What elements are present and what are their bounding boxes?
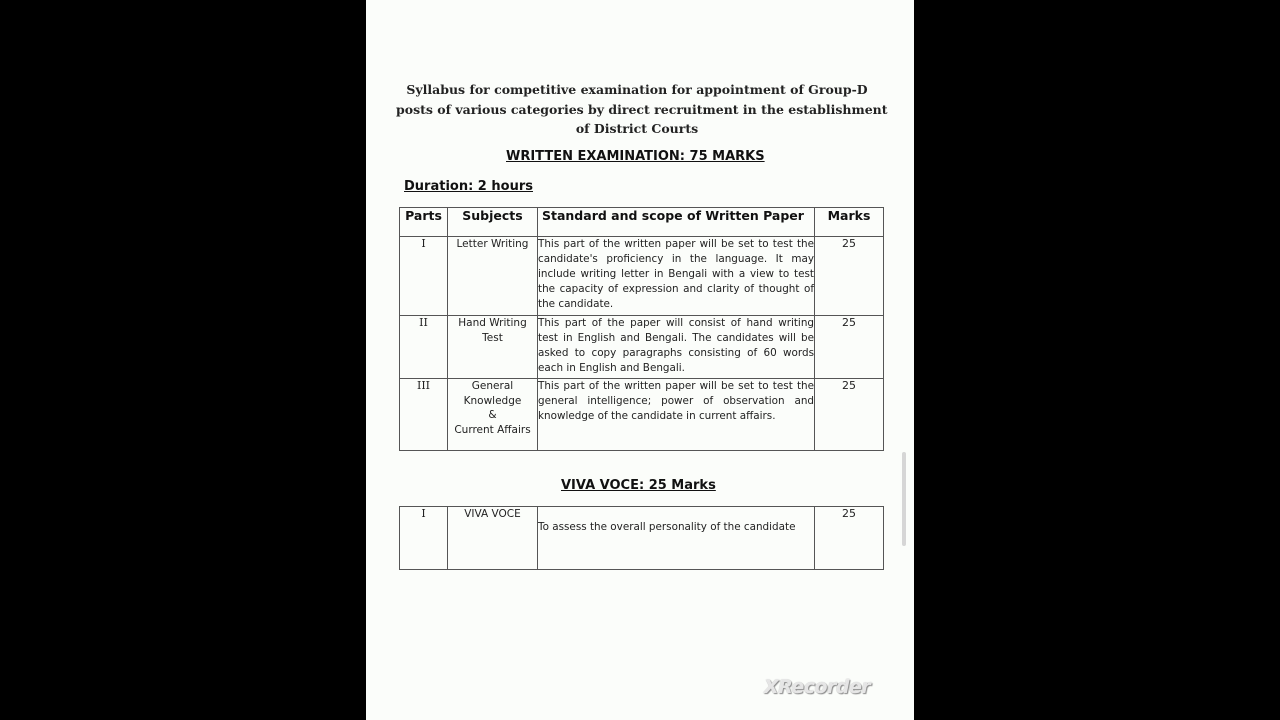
title-line: Syllabus for competitive examination for appointment of Group-D: [406, 82, 868, 97]
description-cell: This part of the paper will consist of hand writing test in English and Bengali. The candidates will be asked to copy paragraphs consisting of 60 words each in English and Bengali.: [538, 316, 815, 379]
part-cell: III: [400, 379, 448, 451]
marks-cell: 25: [815, 237, 884, 316]
document-title: [396, 80, 888, 139]
title-line: of District Courts: [575, 121, 699, 136]
table-header-row: [400, 208, 884, 237]
table-row: [400, 237, 884, 316]
subject-line: Hand Writing: [458, 317, 527, 329]
table-row: [400, 316, 884, 379]
xrecorder-watermark: XRecorder: [764, 676, 871, 698]
description-cell: This part of the written paper will be set to test the general intelligence; power of observation and knowledge of the candidate in current affairs.: [538, 379, 815, 451]
table-row: [400, 507, 884, 570]
header-marks: Marks: [815, 208, 884, 237]
header-subjects: Subjects: [448, 208, 538, 237]
subject-line: Knowledge: [463, 394, 522, 407]
subject-cell: VIVA VOCE: [448, 507, 538, 570]
document-page: [366, 0, 914, 720]
viva-voce-heading: VIVA VOCE: 25 Marks: [561, 478, 716, 493]
description-cell: This part of the written paper will be set to test the candidate's proficiency in the language. It may include writing letter in Bengali with a view to test the capacity of expression and clarity of thought of the candidate.: [538, 237, 815, 316]
title-line: posts of various categories by direct recruitment in the establishment: [396, 101, 888, 117]
subject-line: Current Affairs: [454, 423, 531, 436]
part-cell: I: [400, 507, 448, 570]
part-cell: II: [400, 316, 448, 379]
subject-cell: [448, 316, 538, 379]
viva-voce-table: [399, 506, 884, 570]
subject-line: &: [488, 409, 497, 421]
subject-line: Letter Writing: [456, 238, 529, 250]
marks-cell: 25: [815, 379, 884, 451]
marks-cell: 25: [815, 316, 884, 379]
written-exam-heading: WRITTEN EXAMINATION: 75 MARKS: [506, 149, 765, 164]
part-cell: I: [400, 237, 448, 316]
scrollbar-thumb[interactable]: [902, 452, 906, 546]
subject-line: General: [471, 380, 514, 392]
duration-heading: Duration: 2 hours: [404, 179, 533, 194]
subject-cell: [448, 237, 538, 316]
subject-line: Test: [482, 331, 503, 344]
syllabus-table: [399, 207, 884, 451]
table-row: [400, 379, 884, 451]
subject-cell: [448, 379, 538, 451]
description-cell: To assess the overall personality of the candidate: [538, 507, 815, 570]
marks-cell: 25: [815, 507, 884, 570]
header-parts: Parts: [400, 208, 448, 237]
header-standard-scope: Standard and scope of Written Paper: [538, 208, 815, 237]
